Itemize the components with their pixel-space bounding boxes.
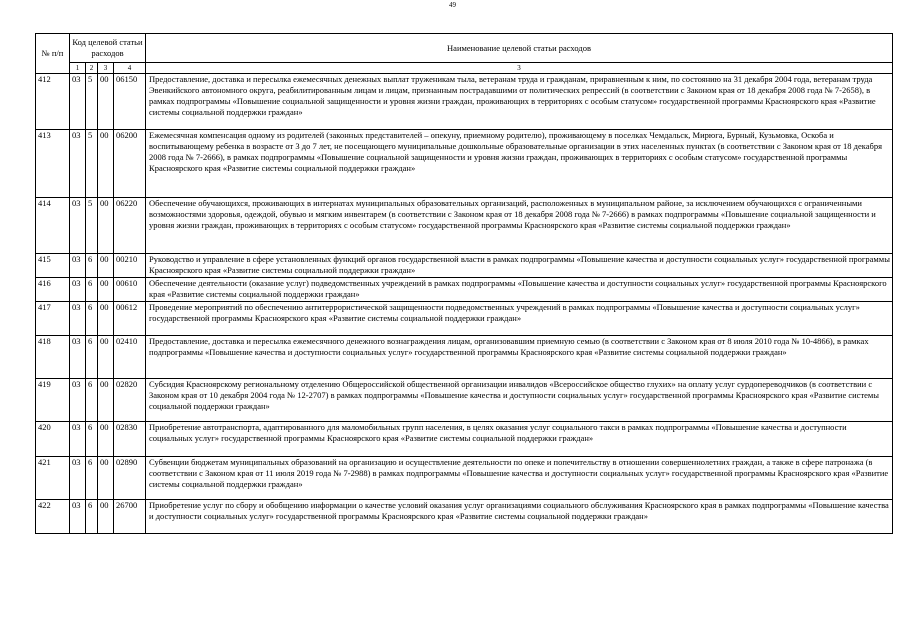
table-row [36, 130, 893, 198]
code-part-4: 02820 [114, 379, 146, 422]
code-part-2: 6 [86, 379, 98, 422]
row-number: 421 [36, 457, 70, 500]
code-part-4: 02830 [114, 422, 146, 457]
code-part-2: 5 [86, 198, 98, 254]
code-part-1: 03 [70, 336, 86, 379]
row-name: Обеспечение обучающихся, проживающих в интернатах муниципальных образовательных организаций, расположенных в муниципальном районе, за исключением обучающихся с ограниченными возможностями здоровья, одеждой, обувью и мягким инвентарем (в соответствии с Законом края от 18 декабря 2008 года № 7-2666) в рамках подпрограммы «Повышение социальной защищенности и уровня жизни граждан, проживающих в территориях с особым статусом» государственной программы Красноярского края «Развитие системы социальной поддержки граждан» [146, 198, 893, 254]
code-part-4: 00610 [114, 278, 146, 302]
code-part-2: 5 [86, 74, 98, 130]
idx-name: 3 [146, 63, 893, 74]
code-part-3: 00 [98, 254, 114, 278]
code-part-2: 6 [86, 278, 98, 302]
table-row [36, 422, 893, 457]
code-part-3: 00 [98, 302, 114, 336]
row-name: Обеспечение деятельности (оказание услуг) подведомственных учреждений в рамках подпрограммы «Повышение качества и доступности социальных услуг» государственной программы Красноярского края «Развитие системы социальной поддержки граждан» [146, 278, 893, 302]
header-row [36, 34, 893, 63]
table-row [36, 302, 893, 336]
code-part-4: 06220 [114, 198, 146, 254]
code-part-1: 03 [70, 198, 86, 254]
row-number: 412 [36, 74, 70, 130]
row-name: Приобретение услуг по сбору и обобщению информации о качестве условий оказания услуг организациями социального обслуживания Красноярского края в рамках подпрограммы «Повышение качества и доступности социальных услуг» государственной программы Красноярского края «Развитие системы социальной поддержки граждан» [146, 500, 893, 534]
row-number: 417 [36, 302, 70, 336]
code-part-3: 00 [98, 278, 114, 302]
row-number: 415 [36, 254, 70, 278]
row-name: Проведение мероприятий по обеспечению антитеррористической защищенности подведомственных учреждений в рамках подпрограммы «Повышение качества и доступности социальных услуг» государственной программы Красноярского края «Развитие системы социальной поддержки граждан» [146, 302, 893, 336]
table-row [36, 278, 893, 302]
code-part-4: 06150 [114, 74, 146, 130]
code-part-1: 03 [70, 130, 86, 198]
code-part-1: 03 [70, 278, 86, 302]
row-name: Субсидия Красноярскому региональному отделению Общероссийской общественной организации инвалидов «Всероссийское общество глухих» на оплату услуг сурдопереводчиков (в соответствии с Законом края от 10 декабря 2004 года № 12-2707) в рамках подпрограммы «Повышение качества и доступности социальных услуг» государственной программы Красноярского края «Развитие системы социальной поддержки граждан» [146, 379, 893, 422]
row-number: 422 [36, 500, 70, 534]
table-row [36, 198, 893, 254]
table-row [36, 500, 893, 534]
row-name: Предоставление, доставка и пересылка ежемесячного денежного вознаграждения лицам, организовавшим приемную семью (в соответствии с Законом края от 8 июля 2010 года № 10-4866), в рамках подпрограммы «Повышение качества и доступности социальных услуг» государственной программы Красноярского края «Развитие системы социальной поддержки граждан» [146, 336, 893, 379]
idx-1: 1 [70, 63, 86, 74]
row-number: 413 [36, 130, 70, 198]
idx-4: 4 [114, 63, 146, 74]
row-number: 418 [36, 336, 70, 379]
table-row [36, 336, 893, 379]
index-row [36, 63, 893, 74]
row-name: Субвенции бюджетам муниципальных образований на организацию и осуществление деятельности по опеке и попечительству в отношении совершеннолетних граждан, а также в сфере патронажа (в соответствии с Законом края от 11 июля 2019 года № 7-2988) в рамках подпрограммы «Повышение качества и доступности социальных услуг» государственной программы Красноярского края «Развитие системы социальной поддержки граждан» [146, 457, 893, 500]
table-row [36, 457, 893, 500]
code-part-4: 02410 [114, 336, 146, 379]
row-number: 414 [36, 198, 70, 254]
row-number: 419 [36, 379, 70, 422]
code-part-3: 00 [98, 457, 114, 500]
code-part-1: 03 [70, 379, 86, 422]
col-num-header: № п/п [36, 34, 70, 74]
code-part-1: 03 [70, 500, 86, 534]
row-number: 420 [36, 422, 70, 457]
row-name: Ежемесячная компенсация одному из родителей (законных представителей – опекуну, приемному родителю), проживающему в поселках Чемдальск, Мирюга, Бурный, Кузьмовка, Оскоба и воспитывающему ребенка в возрасте от 3 до 7 лет, не посещающего муниципальные дошкольные образовательные организации в этих населенных пунктах (в соответствии с Законом края от 18 декабря 2008 года № 7-2666), в рамках подпрограммы «Повышение социальной защищенности и уровня жизни граждан, проживающих в территориях с особым статусом» государственной программы Красноярского края «Развитие системы социальной поддержки граждан» [146, 130, 893, 198]
code-part-2: 6 [86, 457, 98, 500]
row-name: Предоставление, доставка и пересылка ежемесячных денежных выплат труженикам тыла, ветеранам труда и гражданам, приравненным к ним, по состоянию на 31 декабря 2004 года, ветеранам труда Эвенкийского автономного округа, реабилитированным лицам и лицам, признанным пострадавшими от политических репрессий (в соответствии с Законом края от 18 декабря 2008 года № 7-2658), в рамках подпрограммы «Повышение социальной защищенности и уровня жизни граждан, проживающих в территориях с особым статусом» государственной программы Красноярского края «Развитие системы социальной поддержки граждан» [146, 74, 893, 130]
code-part-3: 00 [98, 336, 114, 379]
code-part-1: 03 [70, 302, 86, 336]
code-part-4: 26700 [114, 500, 146, 534]
code-part-4: 00210 [114, 254, 146, 278]
col-name-header-cell: Наименование целевой статьи расходов [146, 34, 893, 63]
table-row [36, 254, 893, 278]
row-name: Приобретение автотранспорта, адаптированного для маломобильных групп населения, в целях оказания услуг социального такси в рамках подпрограммы «Повышение качества и доступности социальных услуг» государственной программы Красноярского края «Развитие системы социальной поддержки граждан» [146, 422, 893, 457]
table-row [36, 74, 893, 130]
code-part-3: 00 [98, 130, 114, 198]
code-part-3: 00 [98, 500, 114, 534]
code-part-3: 00 [98, 74, 114, 130]
code-part-2: 6 [86, 422, 98, 457]
code-part-1: 03 [70, 457, 86, 500]
idx-2: 2 [86, 63, 98, 74]
col-code-header: Код целевой статьи расходов [70, 34, 146, 63]
code-part-4: 00612 [114, 302, 146, 336]
code-part-2: 6 [86, 336, 98, 379]
row-name: Руководство и управление в сфере установленных функций органов государственной власти в рамках подпрограммы «Повышение качества и доступности социальных услуг» государственной программы Красноярского края «Развитие системы социальной поддержки граждан» [146, 254, 893, 278]
code-part-3: 00 [98, 422, 114, 457]
code-part-1: 03 [70, 74, 86, 130]
code-part-2: 6 [86, 500, 98, 534]
code-part-3: 00 [98, 379, 114, 422]
code-part-2: 6 [86, 254, 98, 278]
code-part-2: 6 [86, 302, 98, 336]
code-part-1: 03 [70, 422, 86, 457]
idx-3: 3 [98, 63, 114, 74]
code-part-2: 5 [86, 130, 98, 198]
code-part-4: 06200 [114, 130, 146, 198]
row-number: 416 [36, 278, 70, 302]
code-part-4: 02890 [114, 457, 146, 500]
table-row [36, 379, 893, 422]
budget-table [35, 33, 893, 534]
code-part-1: 03 [70, 254, 86, 278]
page-number: 49 [449, 1, 456, 9]
code-part-3: 00 [98, 198, 114, 254]
